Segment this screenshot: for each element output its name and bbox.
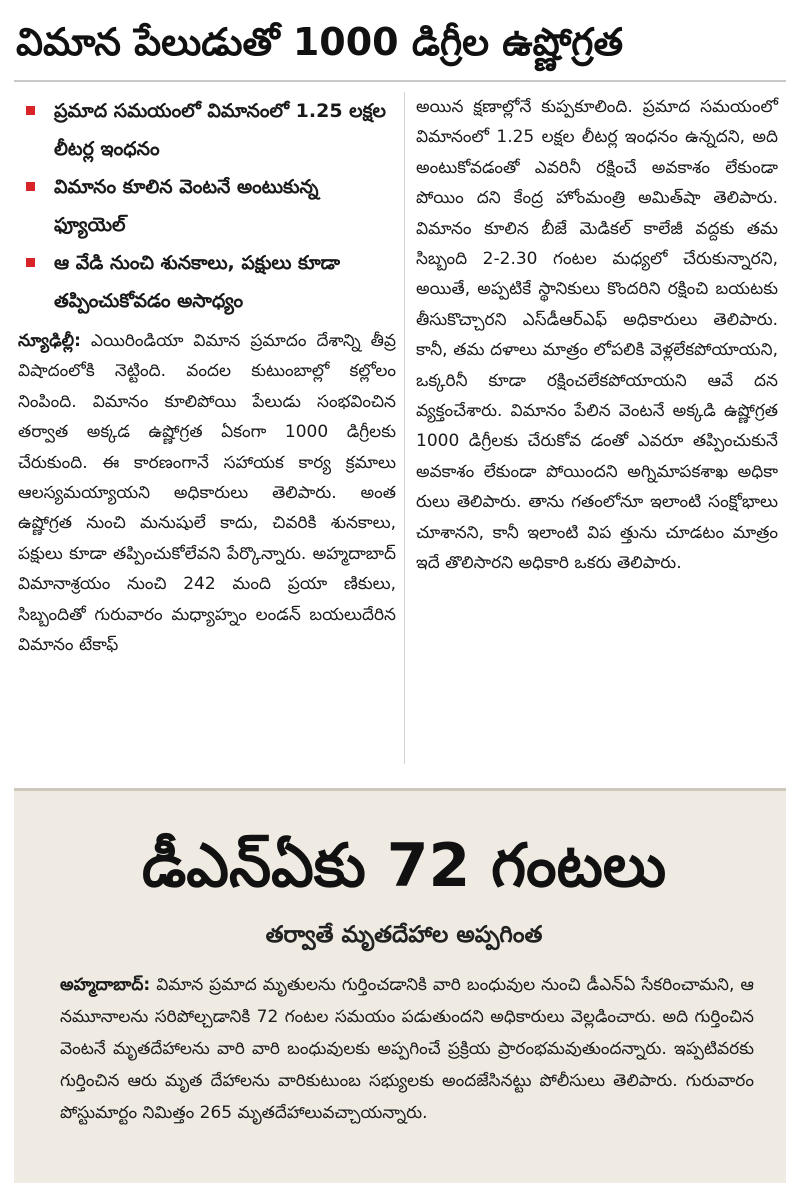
article2-body [60, 969, 754, 1129]
article1-column-left [18, 92, 396, 660]
article1-body-right: అయిన క్షణాల్లోనే కుప్పకూలింది. ప్రమాద సమయంలో విమానంలో 1.25 లక్షల లీటర్ల ఇంధనం ఉన్నదని, అది అంటుకోవడంతో ఎవరినీ రక్షించే అవకాశం లేకుండా పోయిం దని కేంద్ర హోంమంత్రి అమిత్‌షా తెలిపారు. విమానం కూలిన బీజే మెడికల్ కాలేజీ వద్దకు తమ సిబ్బంది 2-2.30 గంటల మధ్యలో చేరుకున్నారని, అయితే, అప్పటికే స్థానికులు కొందరిని రక్షించి బయటకు తీసుకొచ్చారని ఎస్‌డీఆర్‌ఎఫ్ అధికారులు తెలిపారు. కానీ, తమ దళాలు మాత్రం లోపలికి వెళ్లలేకపోయాయని, ఒక్కరినీ కూడా రక్షించలేకపోయాయని ఆవే దన వ్యక్తంచేశారు. విమానం పేలిన వెంటనే అక్కడి ఉష్ణోగ్రత 1000 డిగ్రీలకు చేరుకోవ డంతో ఎవరూ తప్పించుకునే అవకాశం లేకుండా పోయిందని అగ్నిమాపకశాఖ అధికా రులు తెలిపారు. తాను గతంలోనూ ఇలాంటి సంక్షోభాలు చూశానని, కానీ ఇలాంటి విప త్తును చూడటం మాత్రం ఇదే తొలిసారని అధికారి ఒకరు తెలిపారు. [416, 97, 778, 574]
headline-rule [14, 80, 786, 82]
article1-dateline: న్యూఢిల్లీ: [18, 331, 81, 351]
highlight-item [18, 244, 396, 320]
article1-column-right [416, 92, 778, 579]
red-square-bullet-icon [26, 182, 35, 191]
article2-box [14, 788, 786, 1183]
article1-headline: విమాన పేలుడుతో 1000 డిగ్రీల ఉష్ణోగ్రత [16, 20, 624, 64]
column-divider [404, 92, 405, 764]
red-square-bullet-icon [26, 258, 35, 267]
article2-subhead: తర్వాతే మృతదేహాల అప్పగింత [265, 922, 543, 948]
highlight-text: ప్రమాద సమయంలో విమానంలో 1.25 లక్షల లీటర్ల ఇంధనం [54, 100, 387, 160]
article1-body-left [18, 326, 396, 660]
article2-body-text: విమాన ప్రమాద మృతులను గుర్తించడానికి వారి బంధువుల నుంచి డీఎన్ఏ సేకరించామని, ఆ నమూనాలను సరిపోల్చడానికి 72 గంటల సమయం పడుతుందని అధికారులు వెల్లడించారు. అది గుర్తించిన వెంటనే మృతదేహాలను వారి వారి బంధువులకు అప్పగించే ప్రక్రియ ప్రారంభమవుతుందన్నారు. ఇప్పటివరకు గుర్తించిన ఆరు మృత దేహాలను వారికుటుంబ సభ్యులకు అందజేసినట్టు పోలీసులు తెలిపారు. గురువారం పోస్టుమార్టం నిమిత్తం 265 మృతదేహాలువచ్చాయన్నారు. [60, 975, 754, 1123]
article1-body-left-text: ఎయిరిండియా విమాన ప్రమాదం దేశాన్ని తీవ్ర విషాదంలోకి నెట్టింది. వందల కుటుంబాల్లో కల్లోలం నింపింది. విమానం కూలిపోయి పేలుడు సంభవించిన తర్వాత అక్కడ ఉష్ణోగ్రత ఏకంగా 1000 డిగ్రీలకు చేరుకుంది. ఈ కారణంగానే సహాయక కార్య క్రమాలు ఆలస్యమయ్యాయని అధికారులు తెలిపారు. అంత ఉష్ణోగ్రత నుంచి మనుషులే కాదు, చివరికి శునకాలు, పక్షులు కూడా తప్పించుకోలేవని పేర్కొన్నారు. అహ్మదాబాద్ విమానాశ్రయం నుంచి 242 మంది ప్రయా ణికులు, సిబ్బందితో గురువారం మధ్యాహ్నం లండన్ బయలుదేరిన విమానం టేకాఫ్ [18, 331, 397, 656]
highlight-text: ఆ వేడి నుంచి శునకాలు, పక్షులు కూడా తప్పించుకోవడం అసాధ్యం [54, 252, 341, 312]
article2-headline: డీఎన్ఏకు 72 గంటలు [141, 831, 667, 901]
article2-dateline: అహ్మదాబాద్: [60, 975, 151, 995]
highlight-text: విమానం కూలిన వెంటనే అంటుకున్న ఫ్యూయెల్ [54, 176, 319, 236]
article1-highlights [18, 92, 396, 320]
red-square-bullet-icon [26, 106, 35, 115]
highlight-item [18, 92, 396, 168]
highlight-item [18, 168, 396, 244]
